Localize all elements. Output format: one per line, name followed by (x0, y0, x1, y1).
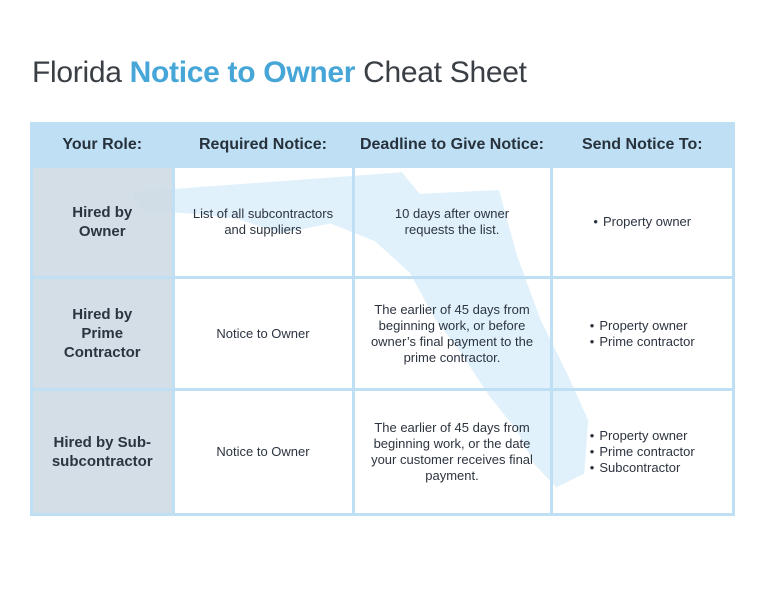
role-cell: Hired by Owner (33, 167, 173, 278)
title-suffix: Cheat Sheet (363, 56, 527, 89)
role-cell: Hired by Sub-subcontractor (33, 390, 173, 514)
list-item: • Property owner (593, 214, 691, 230)
send-to-cell (551, 390, 732, 514)
list-item: • Property owner (590, 318, 695, 334)
list-item: • Prime contractor (590, 444, 695, 460)
recipient-list (590, 428, 695, 476)
notice-cell: Notice to Owner (173, 278, 353, 390)
table-header-row (33, 125, 732, 167)
table-row (33, 278, 732, 390)
notice-table (33, 125, 732, 513)
role-cell: Hired by Prime Contractor (33, 278, 173, 390)
table-row (33, 390, 732, 514)
deadline-cell: 10 days after owner requests the list. (353, 167, 551, 278)
recipient-list (593, 214, 691, 230)
send-to-cell (551, 278, 732, 390)
table-row (33, 167, 732, 278)
deadline-cell: The earlier of 45 days from beginning work, or before owner’s final payment to the prime contractor. (353, 278, 551, 390)
list-item: • Subcontractor (590, 460, 695, 476)
notice-cell: List of all subcontractors and suppliers (173, 167, 353, 278)
cheat-sheet-table-container (30, 122, 735, 516)
send-to-cell (551, 167, 732, 278)
title-prefix: Florida (32, 56, 122, 89)
header-send-notice-to: Send Notice To: (551, 125, 732, 167)
header-your-role: Your Role: (33, 125, 173, 167)
page-title (32, 56, 527, 90)
list-item: • Property owner (590, 428, 695, 444)
header-deadline: Deadline to Give Notice: (353, 125, 551, 167)
title-accent: Notice to Owner (129, 56, 356, 89)
notice-cell: Notice to Owner (173, 390, 353, 514)
list-item: • Prime contractor (590, 334, 695, 350)
header-required-notice: Required Notice: (173, 125, 353, 167)
recipient-list (590, 318, 695, 350)
deadline-cell: The earlier of 45 days from beginning work, or the date your customer receives final payment. (353, 390, 551, 514)
